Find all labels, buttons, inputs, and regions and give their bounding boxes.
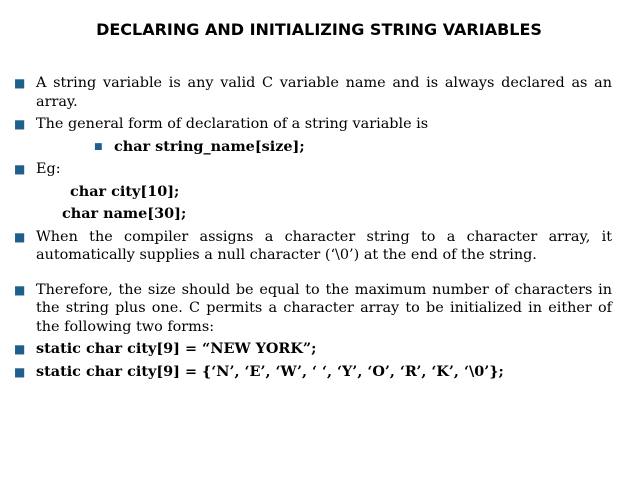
bullet-item	[14, 160, 612, 179]
bullet-item	[14, 281, 612, 337]
bullet-text: Eg:	[36, 161, 61, 177]
slide-title: DECLARING AND INITIALIZING STRING VARIABLES	[96, 20, 542, 39]
bullet-text: The general form of declaration of a string variable is	[36, 116, 429, 132]
square-bullet-icon: ■	[14, 342, 26, 356]
square-bullet-icon: ■	[14, 282, 26, 297]
spacer	[14, 269, 612, 281]
bullet-item	[14, 74, 612, 111]
bullet-text: Therefore, the size should be equal to the maximum number of characters in the string plus one. C permits a character array to be initialized in either of the following two forms:	[36, 281, 612, 335]
bullet-item	[14, 340, 612, 359]
bullet-text: static char city[9] = “NEW YORK”;	[36, 340, 317, 357]
bullet-text: static char city[9] = {‘N’, ‘E’, ‘W’, ‘ ‘, ‘Y’, ‘O’, ‘R’, ‘K’, ‘\0’};	[36, 362, 504, 380]
square-bullet-icon: ■	[14, 364, 26, 379]
square-bullet-icon: ■	[14, 162, 26, 176]
bullet-item	[14, 228, 612, 265]
bullet-item	[14, 115, 612, 134]
sub-bullet-text: char string_name[size];	[114, 137, 305, 155]
sub-bullet-item	[14, 138, 612, 157]
bullet-item	[14, 363, 612, 382]
square-bullet-icon: ■	[94, 141, 103, 152]
code-line: char name[30];	[62, 205, 187, 222]
bullet-text: When the compiler assigns a character string to a character array, it automatically supplies a null character (‘\0’) at the end of the string.	[36, 228, 612, 263]
square-bullet-icon: ■	[14, 229, 26, 244]
square-bullet-icon: ■	[14, 117, 26, 131]
bullet-text: A string variable is any valid C variable name and is always declared as an array.	[36, 75, 612, 110]
code-line: char city[10];	[70, 182, 180, 200]
slide-body	[14, 74, 612, 385]
square-bullet-icon: ■	[14, 76, 26, 90]
